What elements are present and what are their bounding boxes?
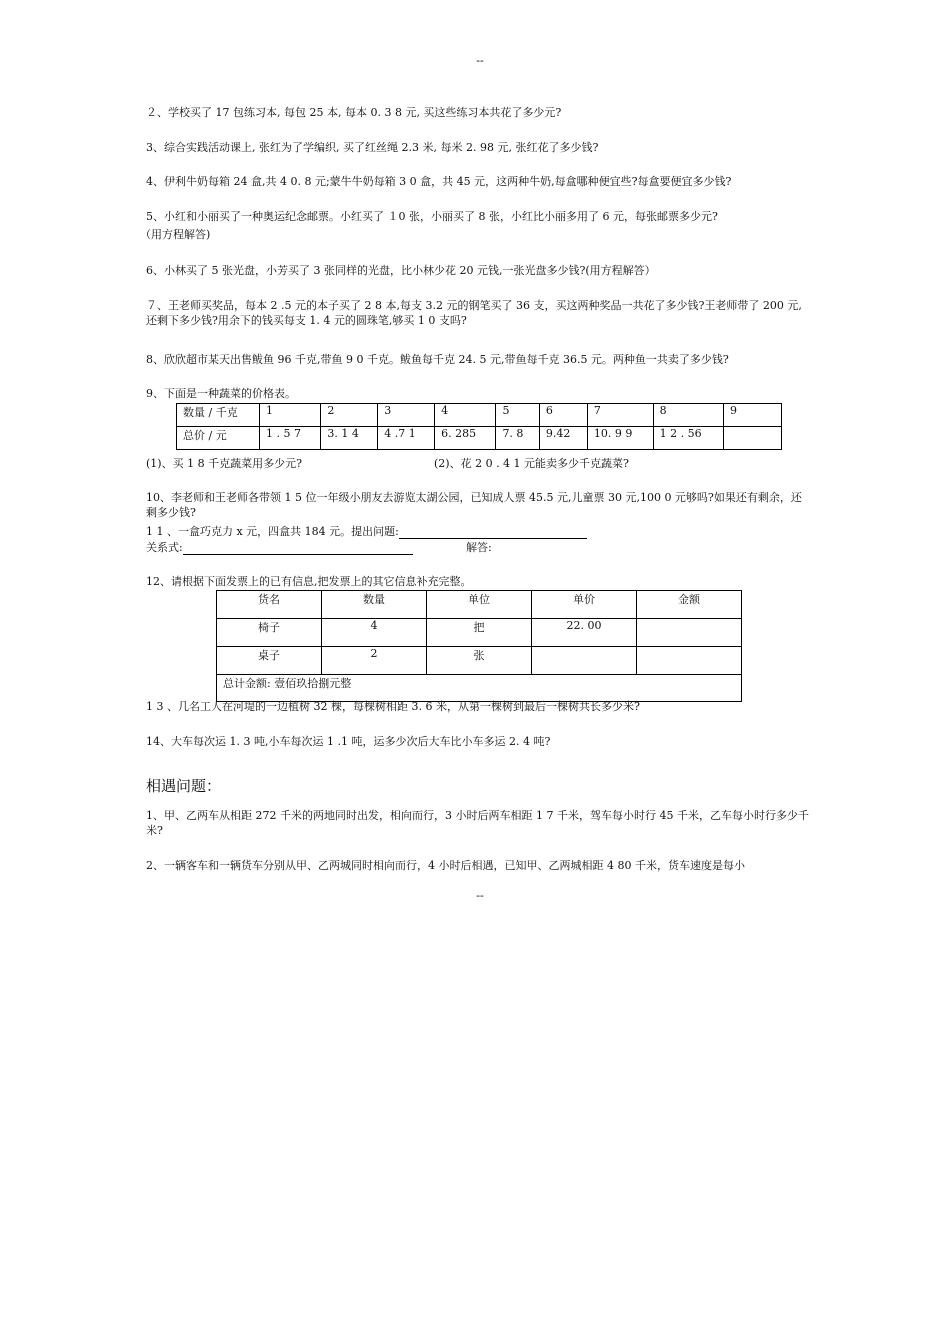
question-11-answer-label: 解答: (466, 541, 492, 554)
table-cell: 22. 00 (532, 619, 637, 647)
table-cell: 4 (322, 619, 427, 647)
table-cell: 桌子 (217, 647, 322, 675)
table-cell: 7. 8 (496, 427, 539, 450)
question-11-relation (146, 540, 413, 555)
table-cell: 数量 / 千克 (177, 404, 260, 427)
question-9-sub-1: (1)、买 1 8 千克蔬菜用多少元? (146, 457, 302, 470)
table-cell: 3 (378, 404, 435, 427)
question-3: 3、综合实践活动课上, 张红为了学编织, 买了红丝绳 2.3 米, 每米 2. 98 元, 张红花了多少钱? (146, 141, 599, 154)
table-cell: 把 (427, 619, 532, 647)
question-5-note: （用方程解答) (140, 228, 211, 241)
table-header-cell: 单位 (427, 591, 532, 619)
table-cell: 6. 285 (435, 427, 496, 450)
table-cell: 1 (260, 404, 321, 427)
table-cell: 4 (435, 404, 496, 427)
table-cell: 4 .7 1 (378, 427, 435, 450)
table-cell: 10. 9 9 (587, 427, 653, 450)
table-row (217, 619, 742, 647)
question-8: 8、欣欣超市某天出售鲅鱼 96 千克,带鱼 9 0 千克。鲅鱼每千克 24. 5 元,带鱼每千克 36.5 元。两种鱼一共卖了多少钱? (146, 353, 729, 366)
relation-field-line[interactable] (183, 542, 413, 555)
table-header-cell: 金额 (637, 591, 742, 619)
table-header-cell: 数量 (322, 591, 427, 619)
table-cell: 6 (539, 404, 587, 427)
table-row (177, 404, 782, 427)
relation-label: 关系式: (146, 541, 183, 554)
question-11-text: 1 1 、一盒巧克力 x 元，四盒共 184 元。提出问题: (146, 525, 399, 538)
question-field-line[interactable] (399, 526, 587, 539)
table-row (177, 427, 782, 450)
table-cell: 1 2 . 56 (653, 427, 723, 450)
question-12: 12、请根据下面发票上的已有信息,把发票上的其它信息补充完整。 (146, 575, 472, 588)
question-2: ２、学校买了 17 包练习本, 每包 25 本, 每本 0. 3 8 元, 买这些练习本共花了多少元? (146, 106, 562, 119)
table-cell: 8 (653, 404, 723, 427)
invoice-table (216, 590, 742, 702)
table-cell (724, 427, 782, 450)
meeting-question-2: 2、一辆客车和一辆货车分别从甲、乙两城同时相向而行，4 小时后相遇，已知甲、乙两城相距 4 80 千米，货车速度是每小 (146, 859, 745, 872)
meeting-question-1: 1、甲、乙两车从相距 272 千米的两地同时出发，相向而行，3 小时后两车相距 1 7 千米，驾车每小时行 45 千米，乙车每小时行多少千米? (146, 809, 809, 837)
table-cell: 2 (321, 404, 378, 427)
table-cell: 3. 1 4 (321, 427, 378, 450)
table-row (217, 647, 742, 675)
invoice-total-cell: 总计金额: 壹佰玖拾捌元整 (217, 675, 742, 702)
table-cell (532, 647, 637, 675)
table-cell: 2 (322, 647, 427, 675)
table-cell: 1 . 5 7 (260, 427, 321, 450)
question-11 (146, 524, 587, 539)
page-footer-mark: -- (476, 889, 484, 902)
question-13: 1 3 、几名工人在河堤的一边植树 32 棵，每棵树相距 3. 6 米，从第一棵树到最后一棵树共长多少米? (146, 700, 640, 713)
table-cell (637, 647, 742, 675)
page-header-mark: -- (476, 54, 484, 67)
table-row (217, 591, 742, 619)
question-9-sub-2: (2)、花 2 0 . 4 1 元能卖多少千克蔬菜? (434, 457, 629, 470)
table-cell: 总价 / 元 (177, 427, 260, 450)
table-cell: 7 (587, 404, 653, 427)
question-5: 5、小红和小丽买了一种奥运纪念邮票。小红买了 １0 张，小丽买了 8 张，小红比小丽多用了 6 元，每张邮票多少元? (146, 210, 718, 223)
table-header-cell: 单价 (532, 591, 637, 619)
table-cell: 张 (427, 647, 532, 675)
table-cell: 椅子 (217, 619, 322, 647)
question-6: 6、小林买了 5 张光盘，小芳买了 3 张同样的光盘，比小林少花 20 元钱,一张光盘多少钱?(用方程解答） (146, 264, 656, 277)
question-7: ７、王老师买奖品，每本 2 .5 元的本子买了 2 8 本,每支 3.2 元的钢笔买了 36 支，买这两种奖品一共花了多少钱?王老师带了 200 元,还剩下多少钱?用余下的钱买每支 1. 4 元的圆珠笔,够买 1 0 支吗? (146, 299, 802, 327)
question-4: 4、伊利牛奶每箱 24 盒,共 4 0. 8 元;蒙牛牛奶每箱 3 0 盒，共 45 元，这两种牛奶,每盒哪种便宜些?每盒要便宜多少钱? (146, 175, 732, 188)
section-title: 相遇问题： (146, 777, 222, 795)
table-cell (637, 619, 742, 647)
table-cell: 9 (724, 404, 782, 427)
table-header-cell: 货名 (217, 591, 322, 619)
question-10: 10、李老师和王老师各带领 1 5 位一年级小朋友去游览太湖公园，已知成人票 45.5 元,儿童票 30 元,100 0 元够吗?如果还有剩余，还剩多少钱? (146, 491, 802, 519)
table-cell: 5 (496, 404, 539, 427)
question-9-title: 9、下面是一种蔬菜的价格表。 (146, 387, 296, 400)
question-14: 14、大车每次运 1. 3 吨,小车每次运 1 .1 吨，运多少次后大车比小车多运 2. 4 吨? (146, 735, 551, 748)
vegetable-price-table (176, 403, 782, 450)
table-row (217, 675, 742, 702)
table-cell: 9.42 (539, 427, 587, 450)
